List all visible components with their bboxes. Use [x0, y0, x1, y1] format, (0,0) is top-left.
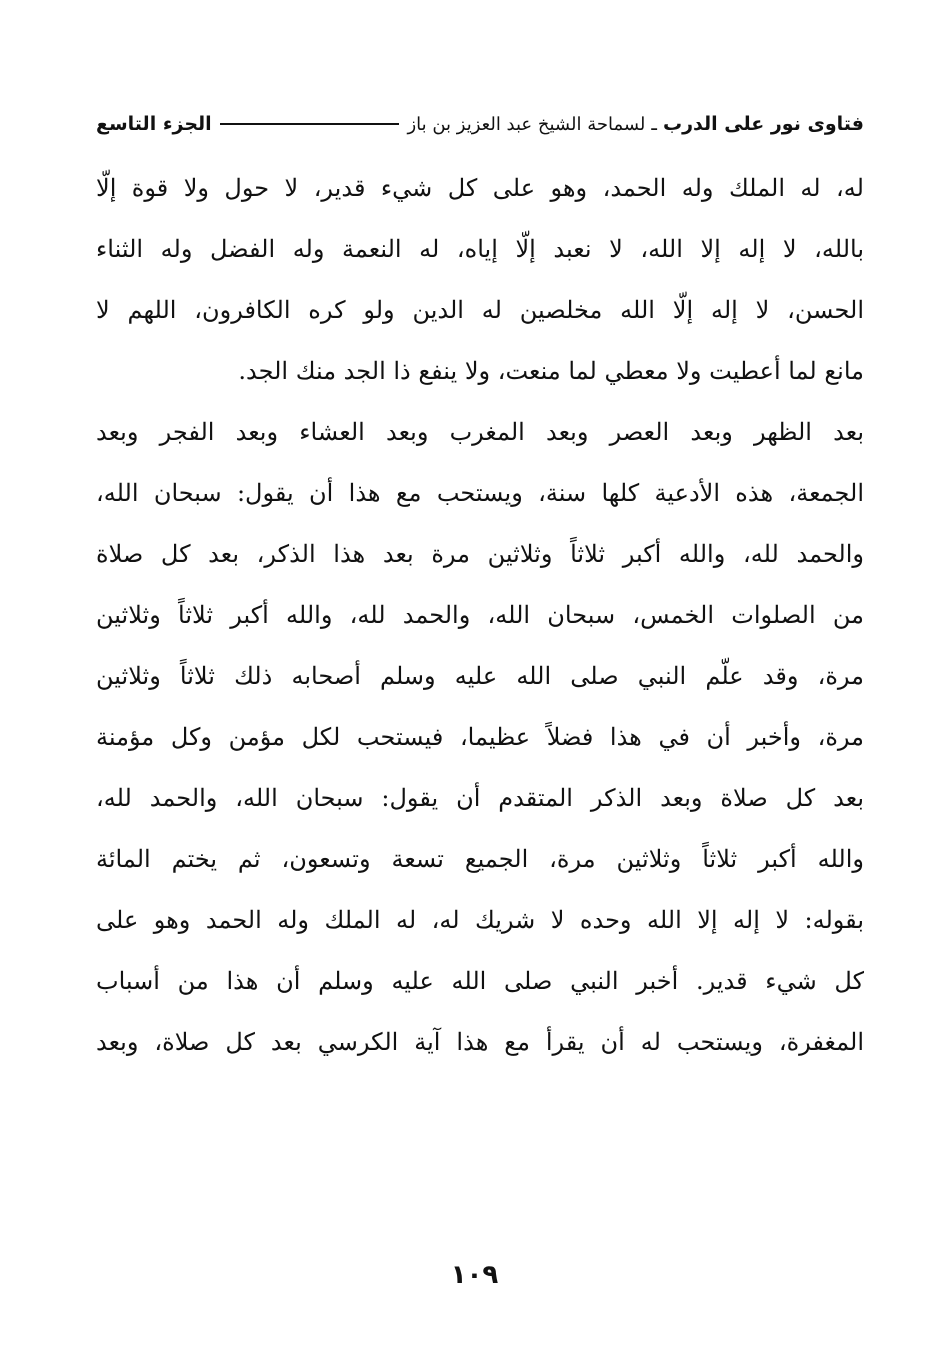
text-line: بقوله: لا إله إلا الله وحده لا شريك له، له الملك وله الحمد وهو على — [96, 906, 864, 934]
book-title: فتاوى نور على الدرب — [663, 113, 864, 135]
page-number: ١٠٩ — [450, 1260, 499, 1290]
volume-label: الجزء التاسع — [96, 113, 212, 135]
text-line: والله أكبر ثلاثاً وثلاثين مرة، الجميع تسعة وتسعون، ثم يختم المائة — [96, 845, 864, 873]
text-line: المغفرة، ويستحب له أن يقرأ مع هذا آية الكرسي بعد كل صلاة، وبعد — [96, 1028, 864, 1056]
text-line: بعد كل صلاة وبعد الذكر المتقدم أن يقول: سبحان الله، والحمد لله، — [96, 784, 864, 812]
running-header — [96, 104, 864, 144]
text-line: بعد الظهر وبعد العصر وبعد المغرب وبعد العشاء وبعد الفجر وبعد — [96, 418, 864, 446]
text-line: الجمعة، هذه الأدعية كلها سنة، ويستحب مع هذا أن يقول: سبحان الله، — [96, 479, 864, 507]
text-line: بالله، لا إله إلا الله، لا نعبد إلّا إياه، له النعمة وله الفضل وله الثناء — [96, 235, 864, 263]
text-line: مانع لما أعطيت ولا معطي لما منعت، ولا ينفع ذا الجد منك الجد. — [238, 357, 864, 385]
text-line: كل شيء قدير. أخبر النبي صلى الله عليه وسلم أن هذا من أسباب — [96, 967, 864, 995]
body-text — [96, 158, 864, 1073]
header-title-group — [407, 113, 864, 135]
header-separator: ـ — [651, 113, 657, 135]
author-line: لسماحة الشيخ عبد العزيز بن باز — [407, 113, 646, 135]
text-line: الحسن، لا إله إلّا الله مخلصين له الدين ولو كره الكافرون، اللهم لا — [96, 296, 864, 324]
header-rule — [220, 123, 400, 125]
text-line: مرة، وأخبر أن في هذا فضلاً عظيما، فيستحب لكل مؤمن وكل مؤمنة — [96, 723, 864, 751]
text-line: والحمد لله، والله أكبر ثلاثاً وثلاثين مرة بعد هذا الذكر، بعد كل صلاة — [96, 540, 864, 568]
text-line: مرة، وقد علّم النبي صلى الله عليه وسلم أصحابه ذلك ثلاثاً وثلاثين — [96, 662, 864, 690]
text-line: له، له الملك وله الحمد، وهو على كل شيء قدير، لا حول ولا قوة إلّا — [96, 174, 864, 202]
text-line: من الصلوات الخمس، سبحان الله، والحمد لله، والله أكبر ثلاثاً وثلاثين — [96, 601, 864, 629]
